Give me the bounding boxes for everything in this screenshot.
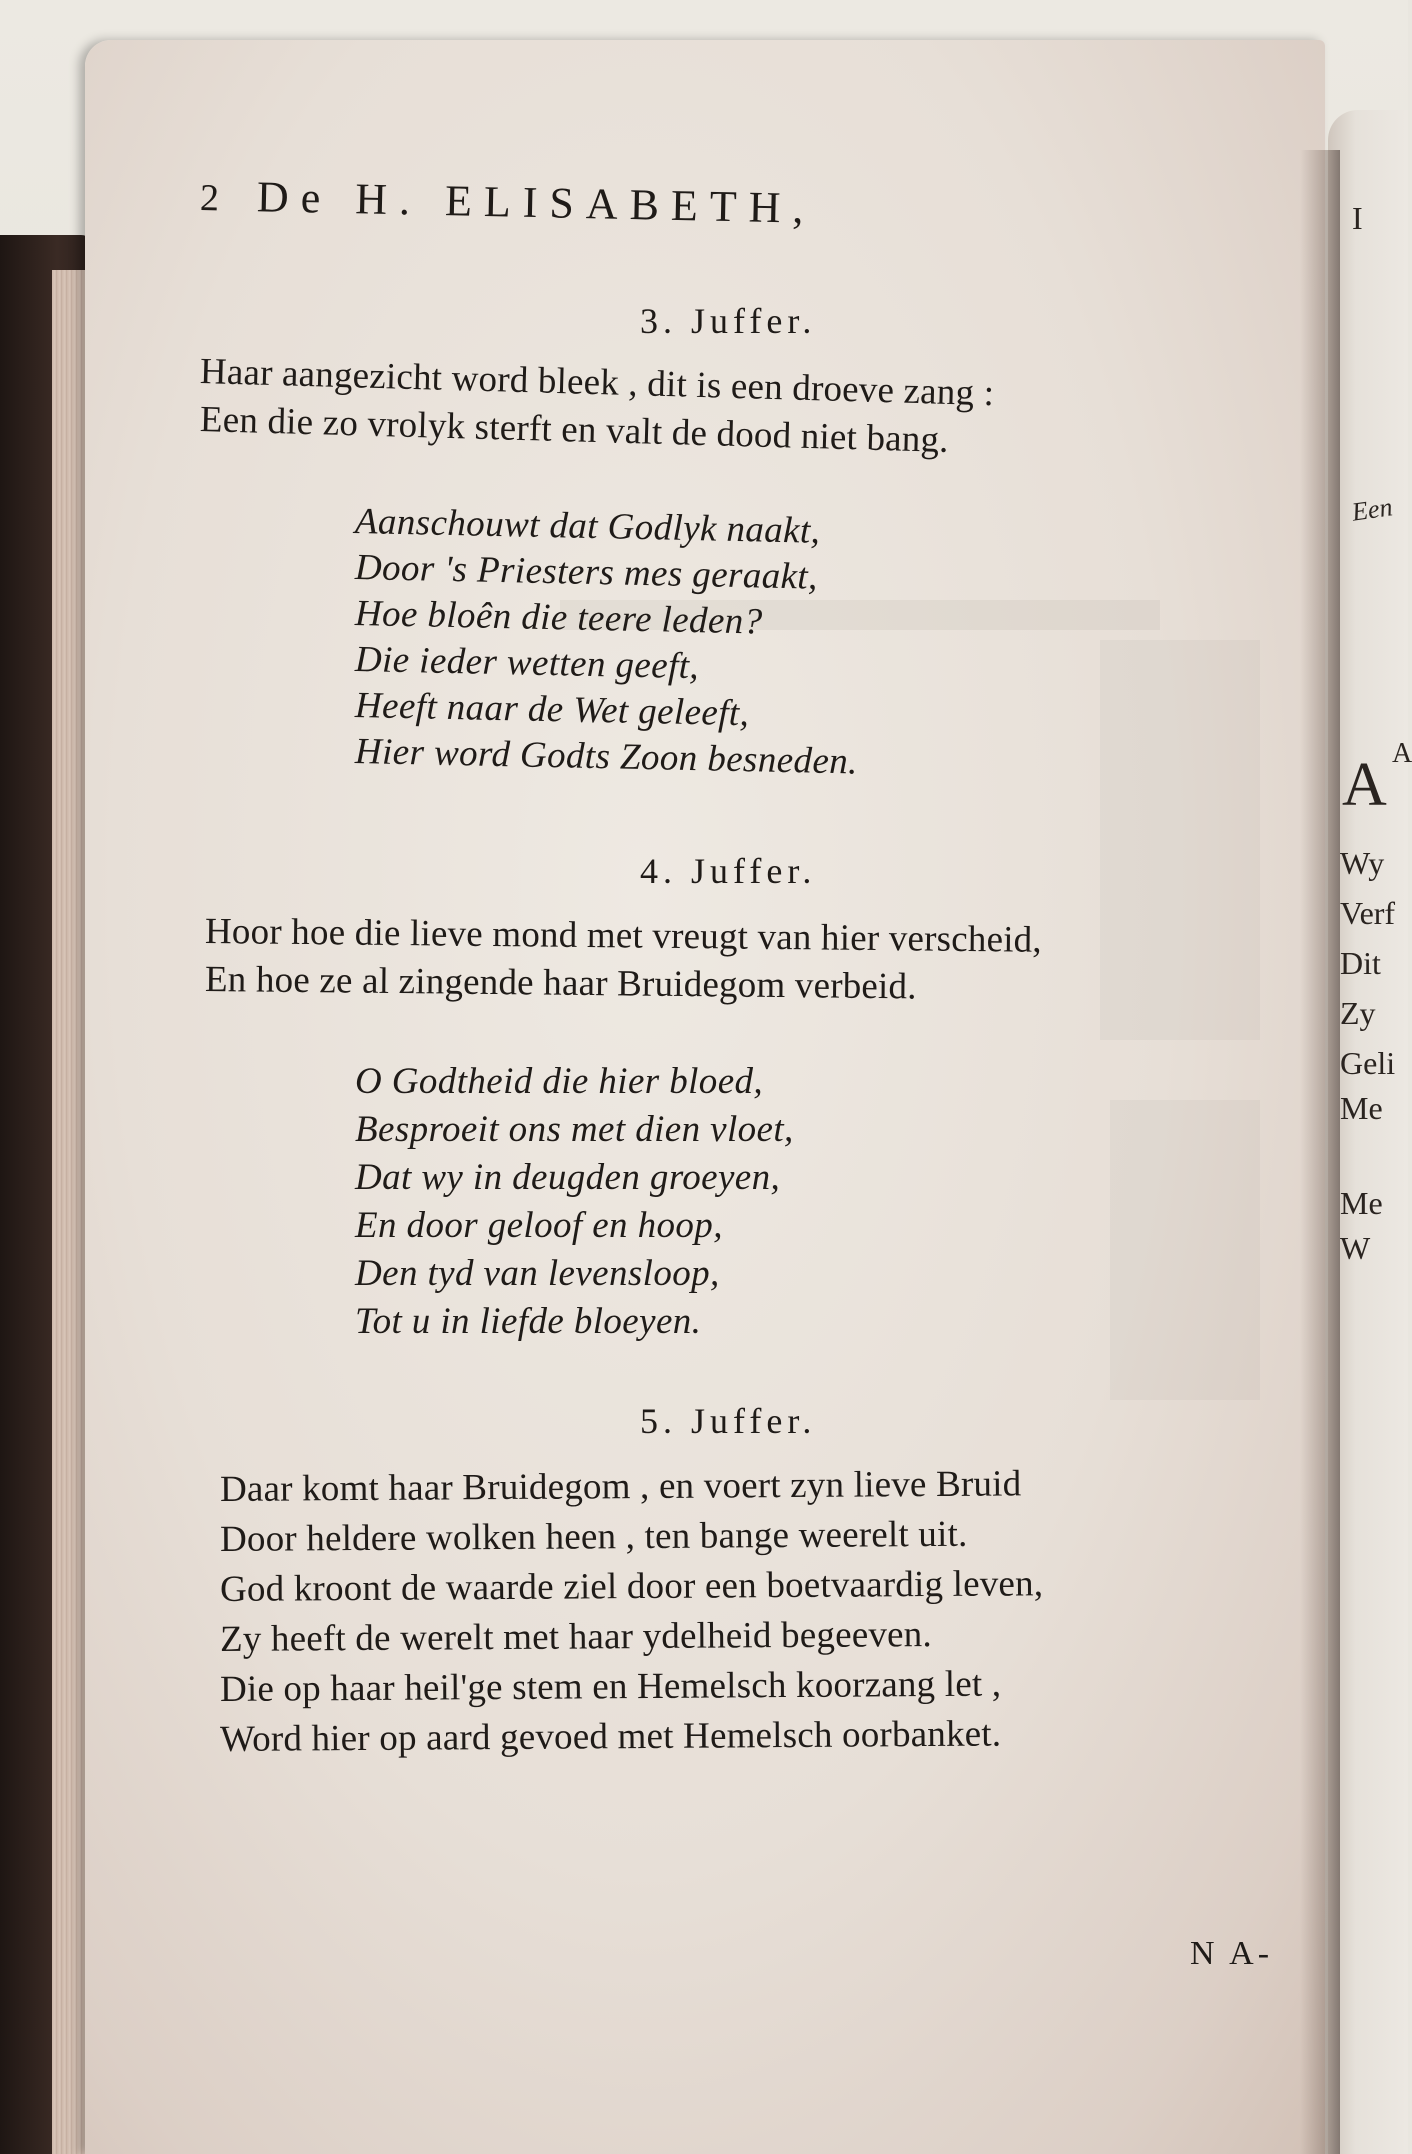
text-line: Hoor hoe die lieve mond met vreugt van hier verscheid, <box>204 911 1043 961</box>
facing-page <box>1328 110 1412 2154</box>
verse-line: Dat wy in deugden groeyen, <box>355 1157 781 1198</box>
text-line: Daar komt haar Bruidegom , en voert zyn lieve Bruid <box>219 1463 1022 1510</box>
show-through <box>1110 1100 1260 1400</box>
facing-fragment: Geli <box>1340 1045 1396 1081</box>
verse-line: Die ieder wetten geeft, <box>354 639 700 688</box>
speaker-heading: 5. Juffer. <box>640 1401 817 1441</box>
show-through <box>1100 640 1260 1040</box>
text-line: Een die zo vrolyk sterft en valt de dood niet bang. <box>199 399 950 461</box>
verse-line: Besproeit ons met dien vloet, <box>355 1109 794 1150</box>
facing-fragment: I <box>1352 200 1363 236</box>
verse-line: Hoe bloên die teere leden? <box>354 593 763 643</box>
text-line: Door heldere wolken heen , ten bange weerelt uit. <box>219 1513 968 1560</box>
text-line: En hoe ze al zingende haar Bruidegom verbeid. <box>204 959 917 1008</box>
facing-fragment: Dit <box>1340 945 1381 981</box>
verse-line: Tot u in liefde bloeyen. <box>355 1301 702 1342</box>
speaker-heading: 3. Juffer. <box>640 301 817 341</box>
facing-fragment: Zy <box>1340 995 1376 1031</box>
verse-line: Den tyd van levensloop, <box>355 1253 720 1294</box>
verse-line: Hier word Godts Zoon besneden. <box>354 731 859 783</box>
verse-line: Aanschouwt dat Godlyk naakt, <box>354 501 821 552</box>
page-number: 2 <box>199 177 220 220</box>
verse-line: Heeft naar de Wet geleeft, <box>354 685 750 735</box>
text-line: Word hier op aard gevoed met Hemelsch oorbanket. <box>219 1713 1002 1760</box>
speaker-heading: 4. Juffer. <box>640 851 817 891</box>
facing-fragment: A <box>1392 738 1412 769</box>
text-line: Zy heeft de werelt met haar ydelheid begeeven. <box>219 1614 932 1660</box>
verse-line: En door geloof en hoop, <box>355 1205 723 1246</box>
verse-line: Door 's Priesters mes geraakt, <box>354 547 819 598</box>
verse-line: O Godtheid die hier bloed, <box>355 1061 764 1102</box>
running-title: De H. ELISABETH, <box>256 172 816 233</box>
text-line: Haar aangezicht word bleek , dit is een droeve zang : <box>199 351 995 415</box>
facing-fragment: A <box>1342 751 1387 819</box>
facing-fragment: Wy <box>1340 845 1385 881</box>
facing-fragment: W <box>1340 1230 1371 1266</box>
facing-fragment: Me <box>1340 1090 1383 1126</box>
text-line: God kroont de waarde ziel door een boetvaardig leven, <box>219 1563 1044 1610</box>
facing-fragment: Een <box>1350 492 1395 527</box>
facing-fragment: Verf <box>1340 895 1396 931</box>
facing-fragment: Me <box>1340 1185 1383 1221</box>
catchword: N A- <box>1190 1935 1274 1972</box>
text-line: Die op haar heil'ge stem en Hemelsch koorzang let , <box>219 1663 1002 1710</box>
page-gutter-shadow <box>1300 150 1340 2154</box>
